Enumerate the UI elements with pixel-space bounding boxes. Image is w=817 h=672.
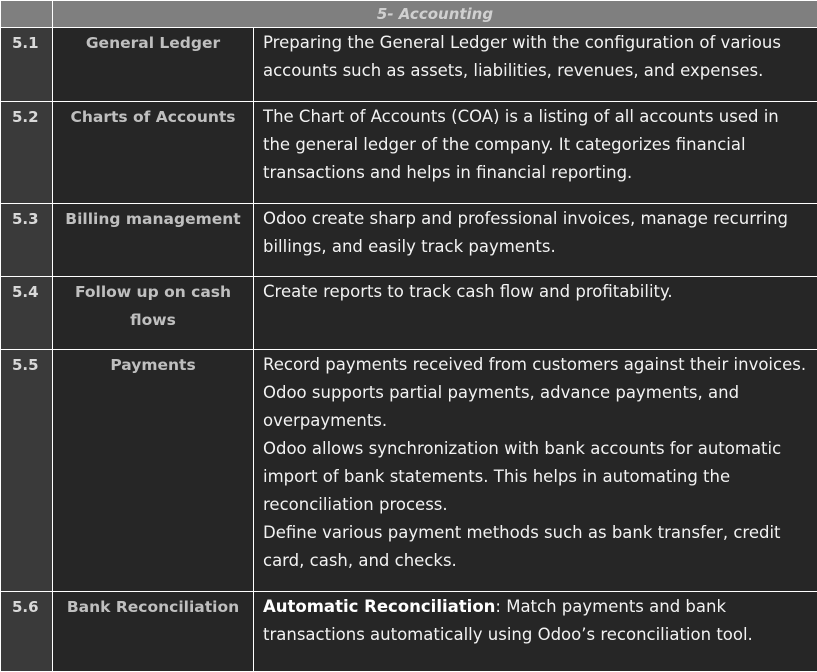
row-description bbox=[254, 102, 817, 204]
row-topic: General Ledger bbox=[53, 28, 254, 102]
description-paragraph bbox=[263, 593, 811, 649]
description-paragraph: Odoo create sharp and professional invoices, manage recurring billings, and easily track payments. bbox=[263, 205, 811, 261]
row-topic: Charts of Accounts bbox=[53, 102, 254, 204]
table-row bbox=[1, 28, 817, 102]
description-paragraph: Record payments received from customers against their invoices. Odoo supports partial payments, advance payments, and overpayments. bbox=[263, 351, 811, 435]
row-description bbox=[254, 592, 817, 672]
row-description bbox=[254, 28, 817, 102]
section-header-row bbox=[1, 1, 817, 28]
row-number: 5.6 bbox=[1, 592, 53, 672]
description-paragraph: Create reports to track cash flow and profitability. bbox=[263, 278, 811, 306]
description-paragraph: The Chart of Accounts (COA) is a listing of all accounts used in the general ledger of the company. It categorizes financial transactions and helps in financial reporting. bbox=[263, 103, 811, 187]
table-row bbox=[1, 102, 817, 204]
row-topic: Bank Reconciliation bbox=[53, 592, 254, 672]
table-row bbox=[1, 350, 817, 592]
row-number: 5.3 bbox=[1, 204, 53, 277]
row-number: 5.4 bbox=[1, 277, 53, 350]
row-description bbox=[254, 204, 817, 277]
row-topic: Follow up on cash flows bbox=[53, 277, 254, 350]
row-number: 5.5 bbox=[1, 350, 53, 592]
section-header-cell bbox=[53, 1, 817, 28]
description-paragraph: Odoo allows synchronization with bank accounts for automatic import of bank statements. This helps in automating the reconciliation process. bbox=[263, 435, 811, 519]
table-row bbox=[1, 592, 817, 672]
row-number: 5.2 bbox=[1, 102, 53, 204]
row-description bbox=[254, 277, 817, 350]
section-title: 5- Accounting bbox=[53, 5, 817, 23]
row-description bbox=[254, 350, 817, 592]
row-number: 5.1 bbox=[1, 28, 53, 102]
description-text: : Match payments and bank transactions automatically using Odoo’s reconciliation tool. bbox=[263, 597, 753, 644]
table-row bbox=[1, 204, 817, 277]
description-paragraph: Preparing the General Ledger with the configuration of various accounts such as assets, liabilities, revenues, and expenses. bbox=[263, 29, 811, 85]
row-topic: Billing management bbox=[53, 204, 254, 277]
table-row bbox=[1, 277, 817, 350]
row-topic: Payments bbox=[53, 350, 254, 592]
description-paragraph: Define various payment methods such as bank transfer, credit card, cash, and checks. bbox=[263, 519, 811, 575]
section-header-blank-cell bbox=[1, 1, 53, 28]
description-lead: Automatic Reconciliation bbox=[263, 597, 495, 616]
